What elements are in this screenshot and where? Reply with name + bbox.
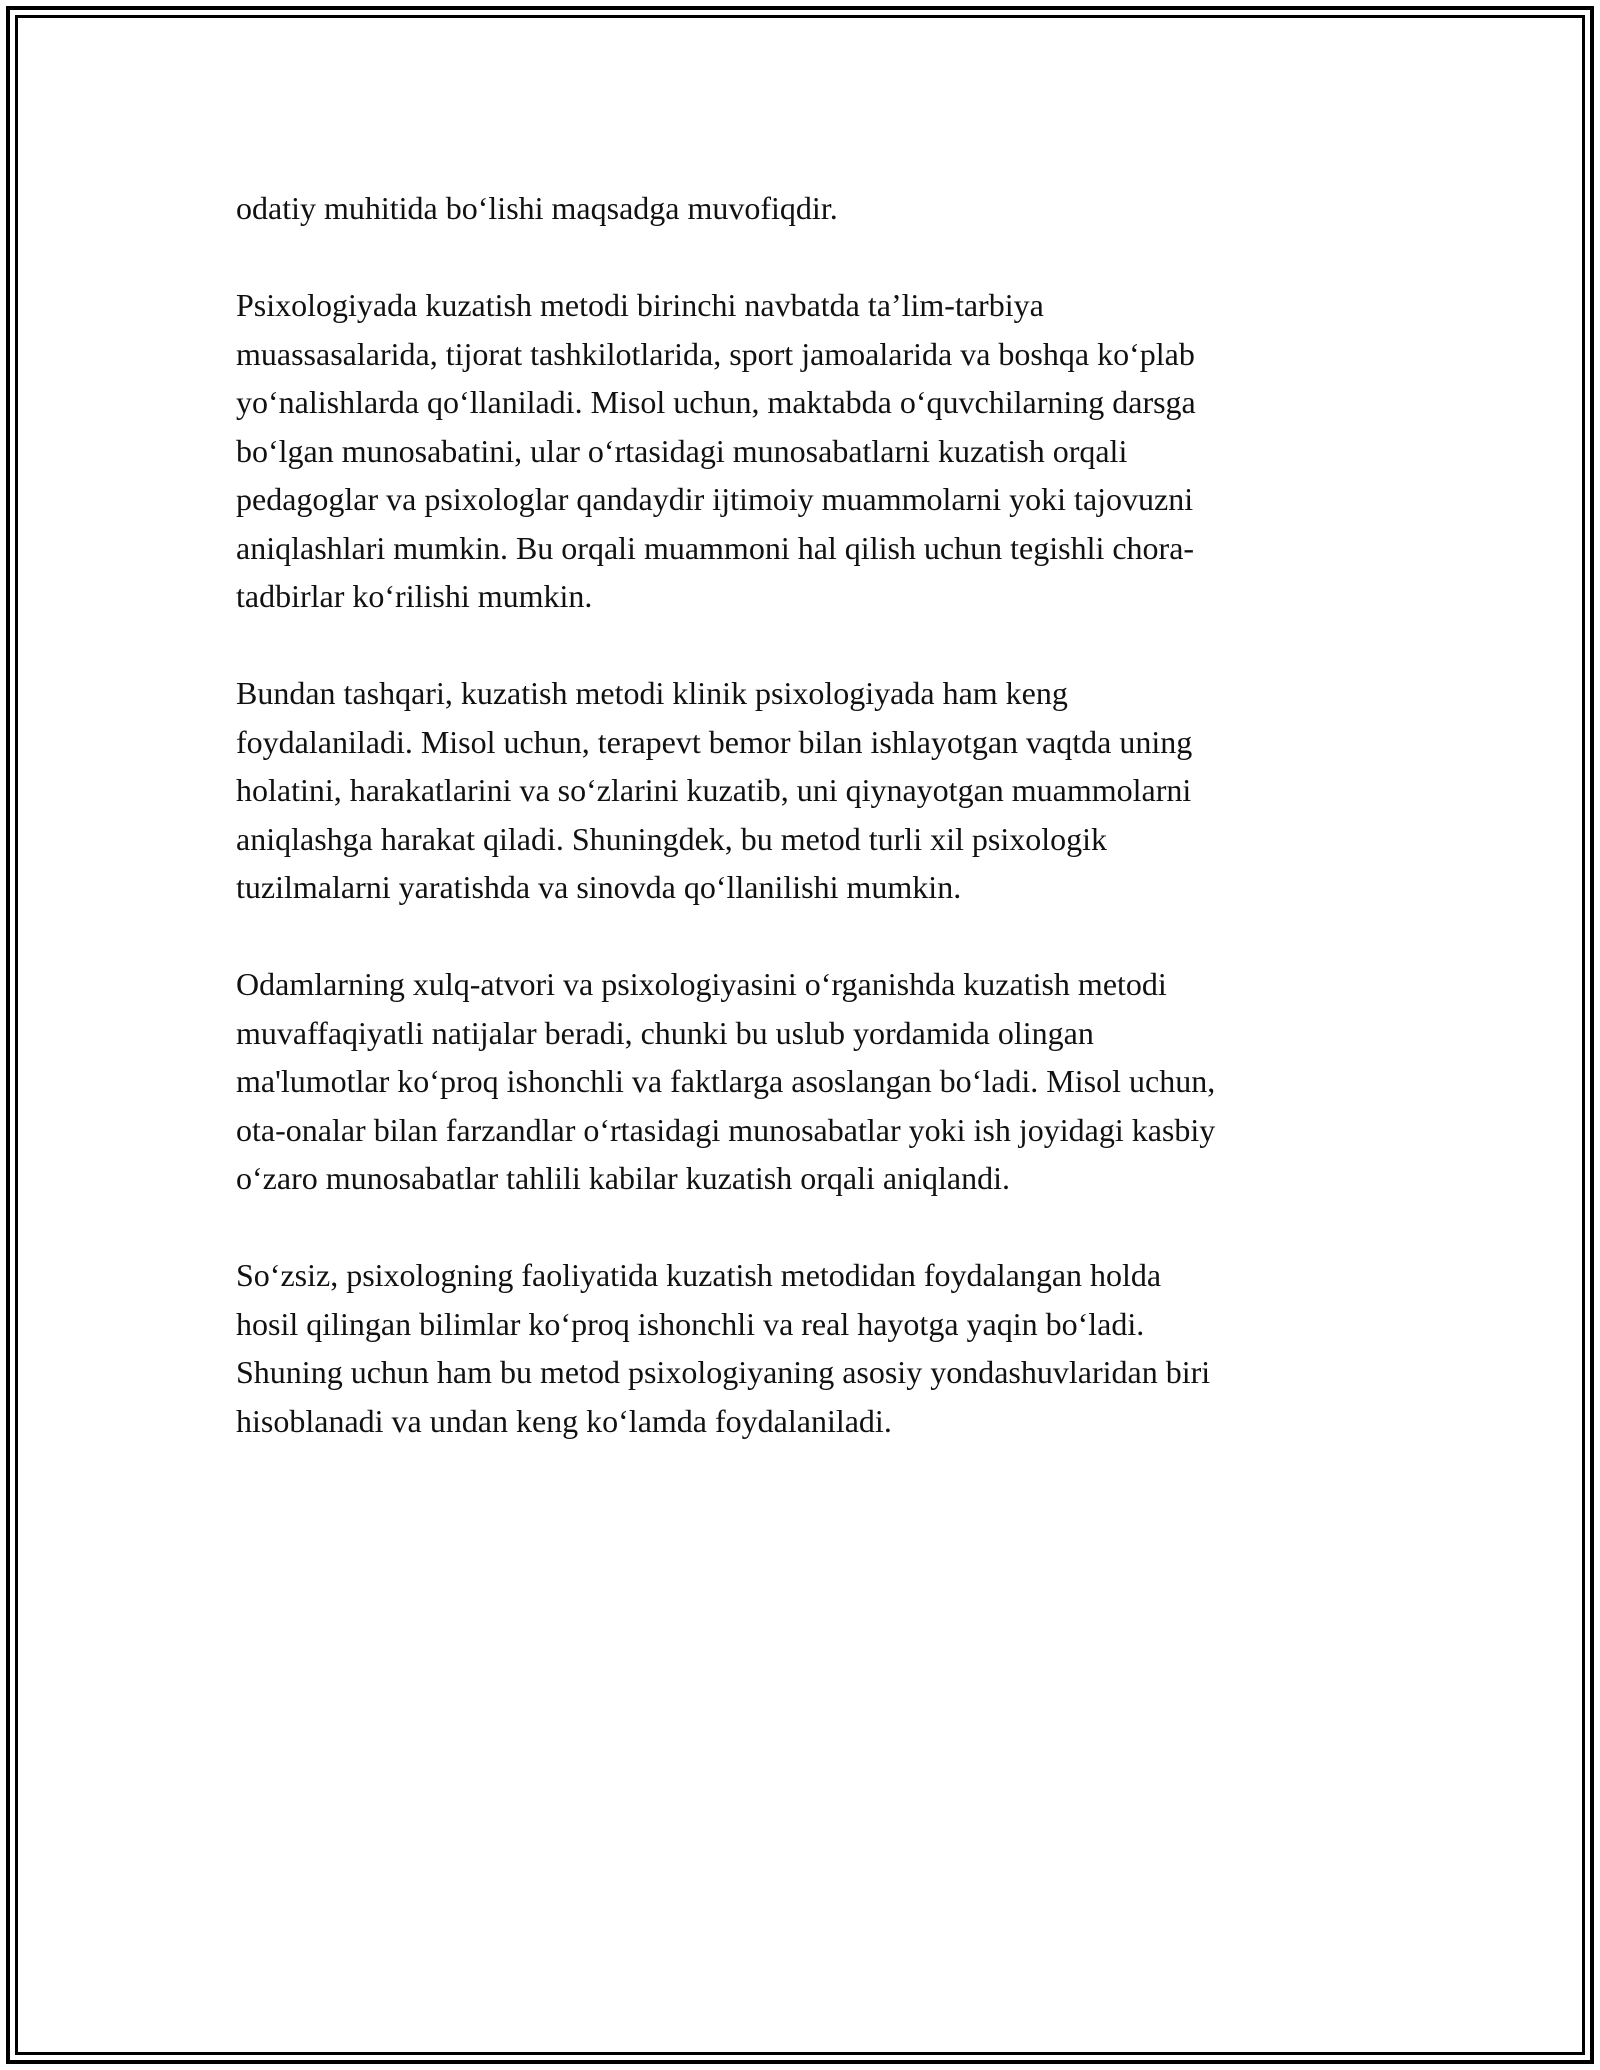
text-line: aniqlashlari mumkin. Bu orqali muammoni hal qilish uchun tegishli chora- [236, 529, 1195, 566]
text-line: o‘zaro munosabatlar tahlili kabilar kuzatish orqali aniqlandi. [236, 1160, 1010, 1196]
text-line: hisoblanadi va undan keng ko‘lamda foydalaniladi. [236, 1402, 892, 1439]
text-line: ota-onalar bilan farzandlar o‘rtasidagi munosabatlar yoki ish joyidagi kasbiy [236, 1111, 1216, 1148]
paragraph-5 [236, 1251, 1366, 1445]
text-line: foydalaniladi. Misol uchun, terapevt bemor bilan ishlayotgan vaqtda uning [236, 723, 1193, 760]
text-line: So‘zsiz, psixologning faoliyatida kuzatish metodidan foydalangan holda [236, 1257, 1162, 1293]
text-line: aniqlashga harakat qiladi. Shuningdek, bu metod turli xil psixologik [236, 820, 1107, 857]
text-line: hosil qilingan bilimlar ko‘proq ishonchli va real hayotga yaqin bo‘ladi. [236, 1305, 1145, 1342]
text-line: holatini, harakatlarini va so‘zlarini kuzatib, uni qiynayotgan muammolarni [236, 772, 1192, 808]
text-line: tadbirlar ko‘rilishi mumkin. [236, 578, 593, 614]
text-line: muvaffaqiyatli natijalar beradi, chunki bu uslub yordamida olingan [236, 1014, 1094, 1051]
text-line: Bundan tashqari, kuzatish metodi klinik psixologiyada ham keng [236, 675, 1068, 711]
text-line: ma'lumotlar ko‘proq ishonchli va faktlarga asoslangan bo‘ladi. Misol uchun, [236, 1063, 1216, 1099]
paragraph-3 [236, 669, 1366, 912]
text-line: bo‘lgan munosabatini, ular o‘rtasidagi munosabatlarni kuzatish orqali [236, 432, 1128, 469]
paragraph-1 [236, 184, 1366, 233]
text-line: odatiy muhitida bo‘lishi maqsadga muvofiqdir. [236, 190, 838, 226]
document-body [236, 184, 1366, 1494]
text-line: pedagoglar va psixologlar qandaydir ijtimoiy muammolarni yoki tajovuzni [236, 481, 1194, 517]
paragraph-4 [236, 960, 1366, 1203]
text-line: muassasalarida, tijorat tashkilotlarida, sport jamoalarida va boshqa ko‘plab [236, 335, 1195, 372]
text-line: tuzilmalarni yaratishda va sinovda qo‘llanilishi mumkin. [236, 869, 962, 905]
text-line: Shuning uchun ham bu metod psixologiyaning asosiy yondashuvlaridan biri [236, 1354, 1211, 1390]
text-line: yo‘nalishlarda qo‘llaniladi. Misol uchun, maktabda o‘quvchilarning darsga [236, 384, 1196, 420]
text-line: Psixologiyada kuzatish metodi birinchi navbatda ta’lim-tarbiya [236, 287, 1044, 323]
text-line: Odamlarning xulq-atvori va psixologiyasini o‘rganishda kuzatish metodi [236, 966, 1167, 1002]
paragraph-2 [236, 281, 1366, 621]
